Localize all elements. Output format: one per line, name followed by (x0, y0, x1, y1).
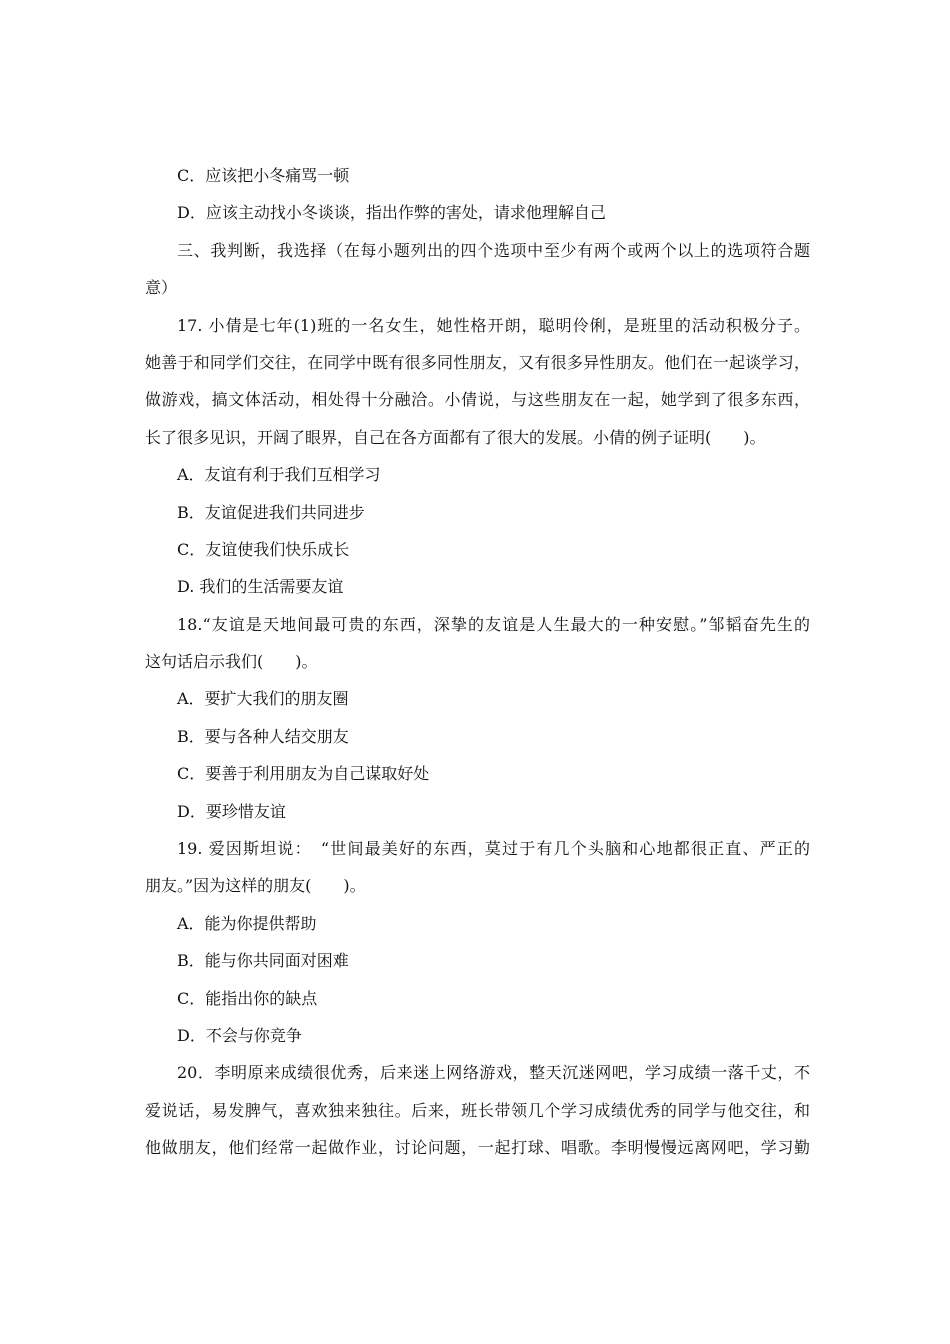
document-content (145, 157, 810, 1167)
question-19-option-d: D．不会与你竞争 (177, 1025, 302, 1045)
question-19-option-c: C．能指出你的缺点 (177, 988, 318, 1008)
question-17-line: 做游戏，搞文体活动，相处得十分融洽。小倩说，与这些朋友在一起，她学到了很多东西， (145, 390, 810, 410)
question-19-stem (145, 830, 810, 905)
question-17-line: 长了很多见识，开阔了眼界，自己在各方面都有了很大的发展。小倩的例子证明( )。 (145, 427, 766, 447)
question-19-option-b: B．能与你共同面对困难 (177, 951, 349, 971)
question-17-option-c: C．友谊使我们快乐成长 (177, 539, 350, 559)
question-17-option-b: B．友谊促进我们共同进步 (177, 502, 365, 522)
question-18-line: 这句话启示我们( )。 (145, 652, 318, 672)
question-19-option-a: A．能为你提供帮助 (177, 913, 317, 933)
question-18-option-a: A．要扩大我们的朋友圈 (177, 689, 349, 709)
question-18-option-d: D．要珍惜友谊 (177, 801, 286, 821)
q16-option-c: C．应该把小冬痛骂一顿 (177, 166, 350, 185)
question-17-line: 17. 小倩是七年(1)班的一名女生，她性格开朗，聪明伶俐，是班里的活动积极分子。 (177, 315, 810, 335)
question-19-line: 朋友。”因为这样的朋友( )。 (145, 876, 366, 896)
section-3-heading (145, 232, 810, 307)
question-20-stem (145, 1054, 810, 1166)
question-17-option-a: A．友谊有利于我们互相学习 (177, 465, 381, 485)
question-20-line: 爱说话，易发脾气，喜欢独来独往。后来，班长带领几个学习成绩优秀的同学与他交往，和 (145, 1100, 810, 1120)
question-17-line: 她善于和同学们交往，在同学中既有很多同性朋友，又有很多异性朋友。他们在一起谈学习， (145, 352, 810, 372)
question-18-line: 18.“友谊是天地间最可贵的东西，深挚的友谊是人生最大的一种安慰。”邹韬奋先生的 (177, 614, 810, 634)
question-20-line: 他做朋友，他们经常一起做作业，讨论问题，一起打球、唱歌。李明慢慢远离网吧，学习勤 (145, 1138, 810, 1158)
question-18-stem (145, 606, 810, 681)
q16-option-d: D．应该主动找小冬谈谈，指出作弊的害处，请求他理解自己 (177, 203, 606, 223)
question-19-line: 19. 爱因斯坦说： “世间最美好的东西，莫过于有几个头脑和心地都很正直、严正的 (177, 839, 810, 859)
question-18-option-c: C．要善于利用朋友为自己谋取好处 (177, 764, 430, 784)
section-3-heading-line: 意） (145, 278, 178, 298)
question-17-option-d: D. 我们的生活需要友谊 (177, 577, 344, 597)
question-17-stem (145, 307, 810, 457)
question-20-line: 20．李明原来成绩很优秀，后来迷上网络游戏，整天沉迷网吧，学习成绩一落千丈，不 (177, 1063, 810, 1083)
question-18-option-b: B．要与各种人结交朋友 (177, 726, 349, 746)
section-3-heading-line: 三、我判断，我选择（在每小题列出的四个选项中至少有两个或两个以上的选项符合题 (177, 240, 810, 260)
